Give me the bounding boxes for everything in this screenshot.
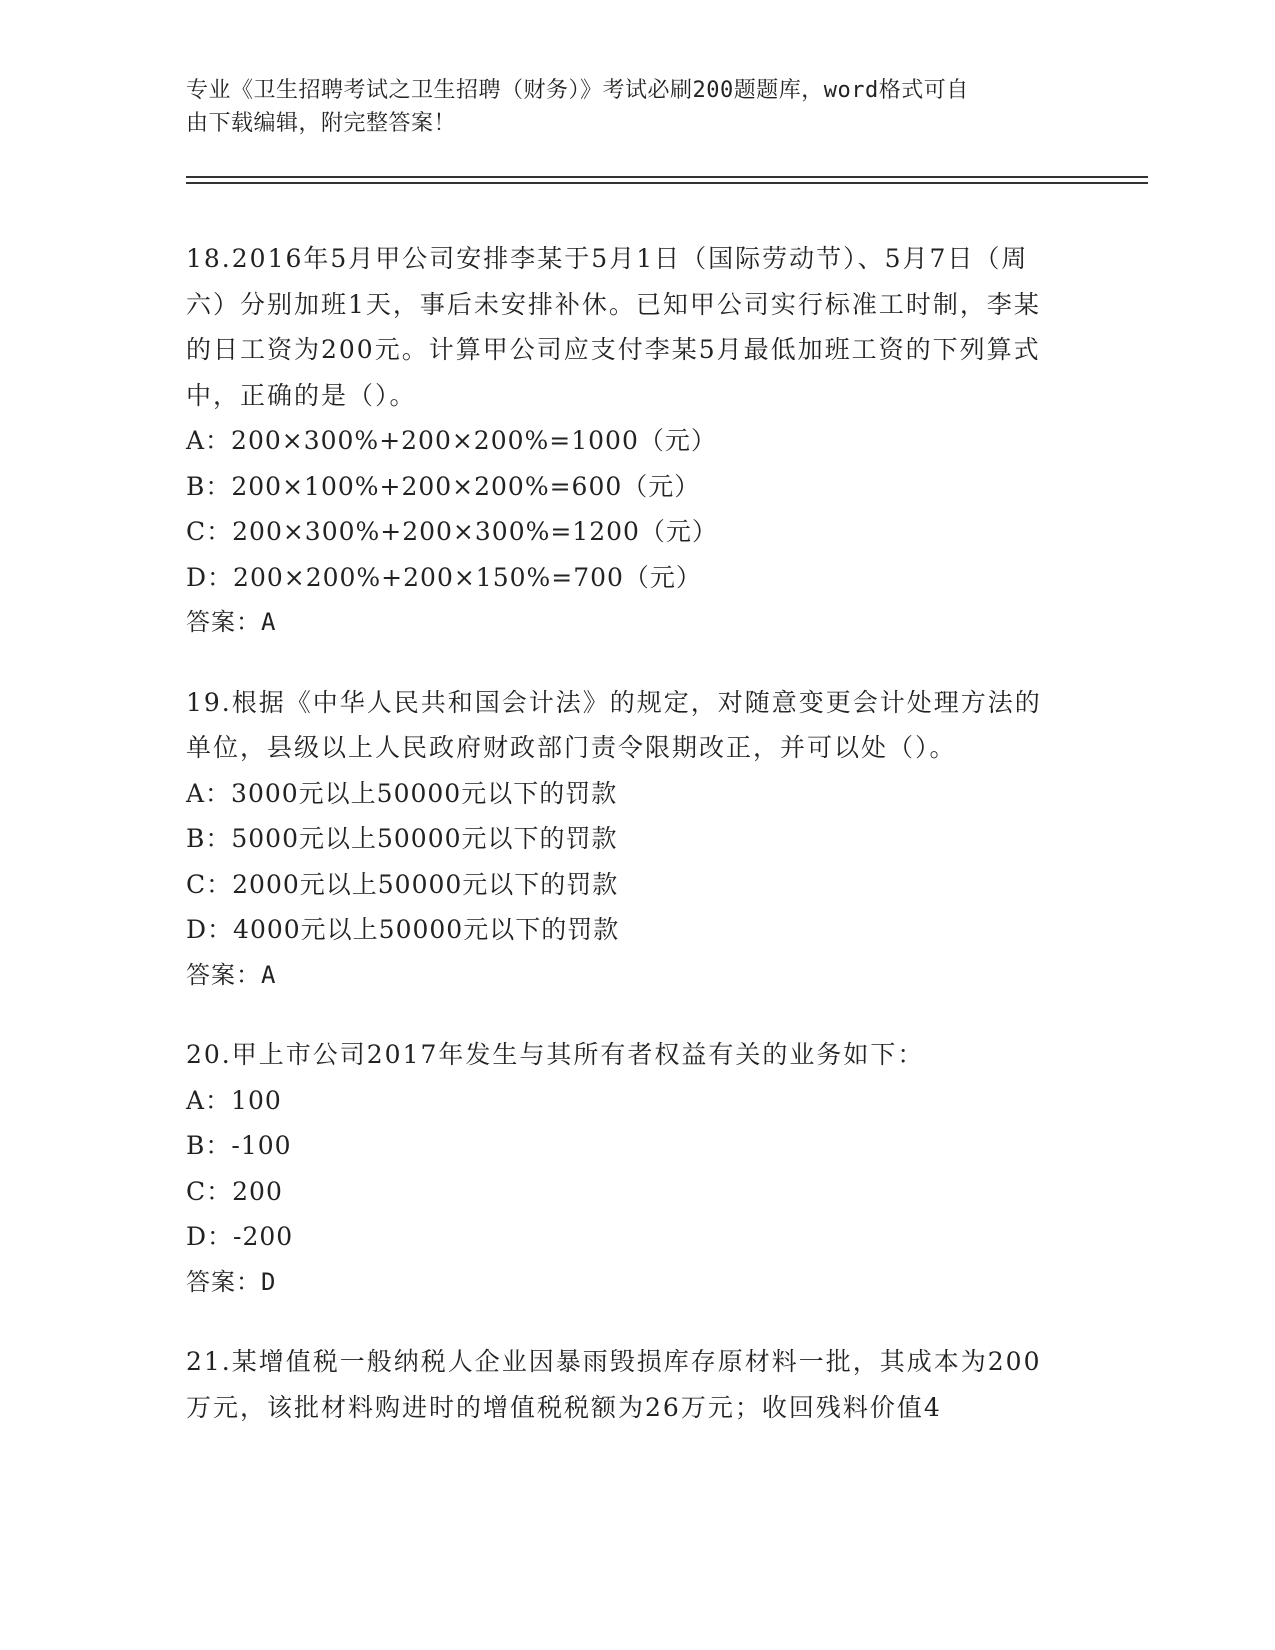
answer: 答案：A [186, 608, 277, 636]
option-a: A：200×300%+200×200%=1000（元） [186, 426, 717, 455]
question-20 [186, 1032, 1066, 1305]
option-a: A：3000元以上50000元以下的罚款 [186, 778, 618, 808]
header-line-2: 由下载编辑，附完整答案！ [186, 111, 457, 136]
question-list [186, 236, 1066, 1464]
header-line-1: 专业《卫生招聘考试之卫生招聘（财务）》考试必刷200题题库，word格式可自 [186, 78, 969, 103]
option-b: B：5000元以上50000元以下的罚款 [186, 824, 618, 853]
option-a: A：100 [186, 1085, 282, 1115]
option-c: C：200×300%+200×300%=1200（元） [186, 517, 718, 546]
question-text: 20.甲上市公司2017年发生与其所有者权益有关的业务如下： [186, 1040, 925, 1069]
option-d: D：200×200%+200×150%=700（元） [186, 562, 702, 592]
header-divider-top [186, 176, 1148, 178]
question-text: 18.2016年5月甲公司安排李某于5月1日（国际劳动节）、5月7日（周六）分别加班1天，事后未安排补休。已知甲公司实行标准工时制，李某的日工资为200元。计算甲公司应支付李某5月最低加班工资的下列算式中，正确的是（）。 [186, 244, 1041, 410]
question-18 [186, 236, 1066, 646]
question-text: 21.某增值税一般纳税人企业因暴雨毁损库存原材料一批，其成本为200万元，该批材料购进时的增值税税额为26万元；收回残料价值4 [186, 1347, 1042, 1422]
option-d: D：4000元以上50000元以下的罚款 [186, 915, 620, 944]
question-21 [186, 1339, 1066, 1430]
option-c: C：2000元以上50000元以下的罚款 [186, 869, 619, 899]
answer: 答案：A [186, 960, 277, 989]
option-c: C：200 [186, 1176, 283, 1206]
option-b: B：-100 [186, 1131, 292, 1160]
document-header [186, 74, 1086, 140]
option-b: B：200×100%+200×200%=600（元） [186, 471, 701, 501]
question-text: 19.根据《中华人民共和国会计法》的规定，对随意变更会计处理方法的单位，县级以上人民政府财政部门责令限期改正，并可以处（）。 [186, 687, 1042, 762]
question-19 [186, 680, 1066, 999]
option-d: D：-200 [186, 1222, 294, 1251]
header-divider-bottom [186, 182, 1148, 184]
answer: 答案：D [186, 1267, 277, 1296]
